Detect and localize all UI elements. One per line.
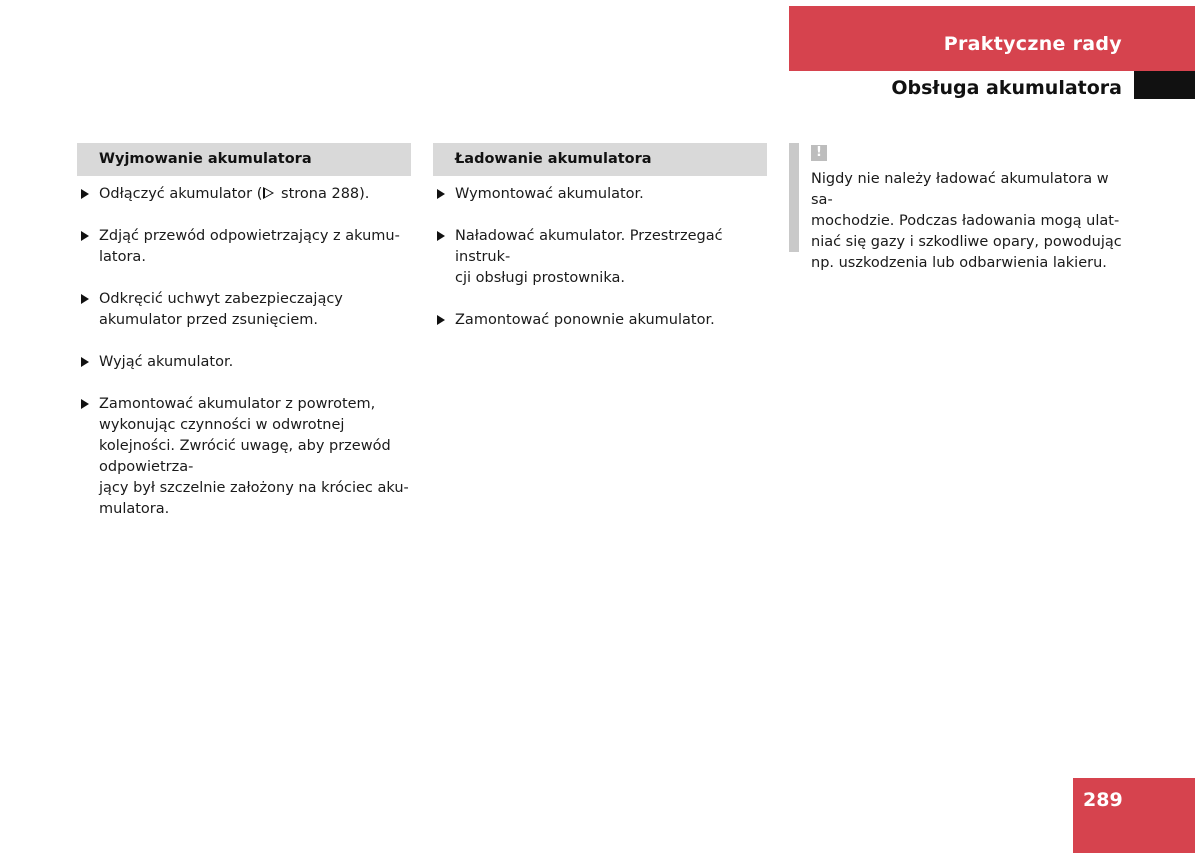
step-text: Wyjąć akumulator. — [99, 354, 234, 370]
step-text: Zdjąć przewód odpowietrzający z akumu- latora. — [99, 228, 400, 265]
charging-column — [433, 143, 767, 331]
section-title: Obsługa akumulatora — [891, 77, 1122, 99]
step-arrow-icon — [437, 231, 445, 241]
step-charge-battery — [433, 226, 767, 289]
step-text: Naładować akumulator. Przestrzegać instruk- cji obsługi prostownika. — [455, 228, 723, 286]
step-remove-vent-hose — [77, 226, 411, 268]
step-arrow-icon — [81, 357, 89, 367]
step-text: Odkręcić uchwyt zabezpieczający akumulator przed zsunięciem. — [99, 291, 343, 328]
step-text: Zamontować ponownie akumulator. — [455, 312, 715, 328]
warning-icon: ! — [811, 145, 827, 161]
removing-header: Wyjmowanie akumulatora — [77, 143, 411, 176]
warning-bar — [789, 143, 799, 252]
step-dismount-battery — [433, 184, 767, 205]
step-text: Odłączyć akumulator ( — [99, 186, 263, 202]
step-arrow-icon — [81, 294, 89, 304]
step-text: Wymontować akumulator. — [455, 186, 644, 202]
step-text: Zamontować akumulator z powrotem, wykonując czynności w odwrotnej kolejności. Zwrócić uwagę, aby przewód odpowietrza- jący był szczelnie założony na króciec aku- mulatora. — [99, 396, 409, 517]
chapter-title: Praktyczne rady — [943, 33, 1122, 55]
step-arrow-icon — [437, 189, 445, 199]
page-number: 289 — [1083, 789, 1123, 811]
step-reinstall-battery — [77, 394, 411, 520]
step-arrow-icon — [437, 315, 445, 325]
step-arrow-icon — [81, 231, 89, 241]
step-arrow-icon — [81, 189, 89, 199]
removing-steps — [77, 184, 411, 520]
step-take-out-battery — [77, 352, 411, 373]
removing-column — [77, 143, 411, 520]
step-unscrew-holder — [77, 289, 411, 331]
warning-text: Nigdy nie należy ładować akumulatora w sa- mochodzie. Podczas ładowania mogą ulat- niać się gazy i szkodliwe opary, powodując np. uszkodzenia lub odbarwienia lakieru. — [811, 171, 1122, 271]
page-reference-arrow-icon — [263, 187, 274, 199]
step-arrow-icon — [81, 399, 89, 409]
step-mount-battery-again — [433, 310, 767, 331]
step-text: strona 288). — [276, 186, 370, 202]
charging-header: Ładowanie akumulatora — [433, 143, 767, 176]
step-disconnect-battery — [77, 184, 411, 205]
charging-steps — [433, 184, 767, 331]
section-marker — [1134, 71, 1195, 99]
